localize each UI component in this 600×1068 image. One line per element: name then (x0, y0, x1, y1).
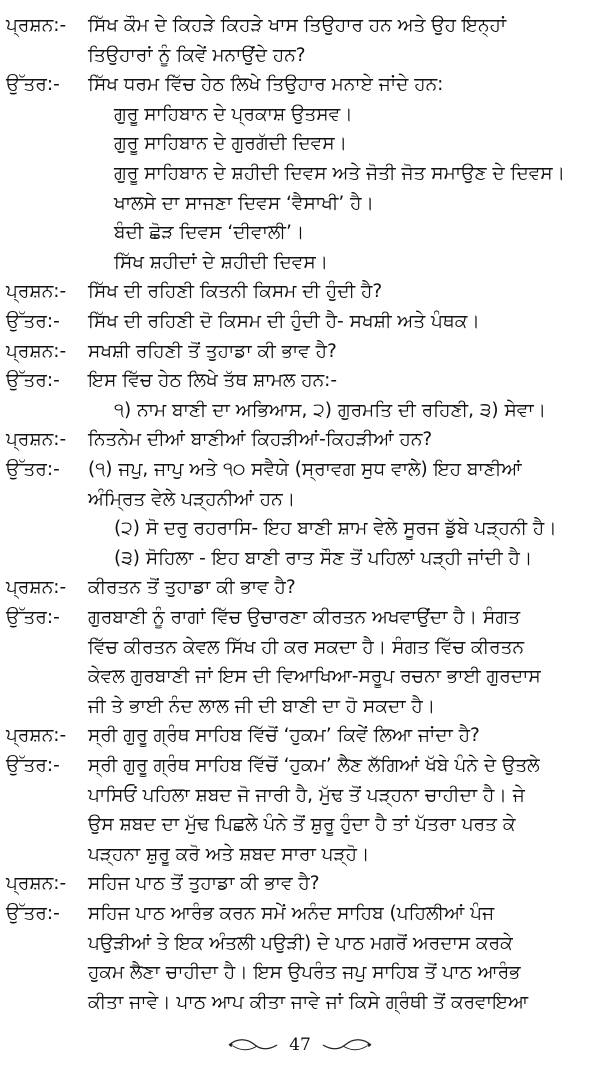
line-text: ਸਿੱਖ ਸ਼ਹੀਦਾਂ ਦੇ ਸ਼ਹੀਦੀ ਦਿਵਸ। (114, 251, 329, 273)
line-text: ਸਿੱਖ ਧਰਮ ਵਿੱਚ ਹੇਠ ਲਿਖੇ ਤਿਉਹਾਰ ਮਨਾਏ ਜਾਂਦੇ ਹਨ: (88, 74, 444, 96)
question-label: ਪ੍ਰਸ਼ਨ:- (6, 340, 67, 362)
line-text: ਬੰਦੀ ਛੋੜ ਦਿਵਸ ‘ਦੀਵਾਲੀ’। (114, 222, 305, 244)
question-label: ਪ੍ਰਸ਼ਨ:- (6, 429, 67, 451)
line-text: ਕੇਵਲ ਗੁਰਬਾਣੀ ਜਾਂ ਇਸ ਦੀ ਵਿਆਖਿਆ-ਸਰੂਪ ਰਚਨਾ ਭਾਈ ਗੁਰਦਾਸ (88, 666, 541, 688)
answer-label: ਉੱਤਰ:- (6, 311, 60, 332)
line-text: ਜੀ ਤੇ ਭਾਈ ਨੰਦ ਲਾਲ ਜੀ ਦੀ ਬਾਣੀ ਦਾ ਹੋ ਸਕਦਾ ਹੈ। (88, 695, 436, 717)
answer-label: ਉੱਤਰ:- (6, 74, 60, 96)
line-text: ਇਸ ਵਿੱਚ ਹੇਠ ਲਿਖੇ ਤੱਥ ਸ਼ਾਮਲ ਹਨ:- (88, 370, 338, 392)
question-label: ਪ੍ਰਸ਼ਨ:- (6, 281, 67, 303)
answer-label: ਉੱਤਰ:- (6, 607, 60, 628)
answer-label: ਉੱਤਰ:- (6, 459, 60, 480)
line-text: ਪਾਸਿਓਂ ਪਹਿਲਾ ਸ਼ਬਦ ਜੋ ਜਾਰੀ ਹੈ, ਮੁੱਢ ਤੋਂ ਪੜ੍ਹਨਾ ਚਾਹੀਦਾ ਹੈ। ਜੇ (88, 784, 525, 806)
line-text: ਸਹਿਜ ਪਾਠ ਤੋਂ ਤੁਹਾਡਾ ਕੀ ਭਾਵ ਹੈ? (88, 873, 320, 895)
line-text: ਸ੍ਰੀ ਗੁਰੂ ਗ੍ਰੰਥ ਸਾਹਿਬ ਵਿੱਚੋਂ ‘ਹੁਕਮ’ ਲੈਣ ਲੱਗਿਆਂ ਖੱਬੇ ਪੰਨੇ ਦੇ ਉਤਲੇ (88, 755, 540, 776)
right-ornament-icon (321, 1037, 373, 1053)
line-text: ਕੀਰਤਨ ਤੋਂ ਤੁਹਾਡਾ ਕੀ ਭਾਵ ਹੈ? (88, 577, 296, 599)
question-label: ਪ੍ਰਸ਼ਨ:- (6, 577, 67, 599)
question-label: ਪ੍ਰਸ਼ਨ:- (6, 725, 67, 747)
line-text: ਸਿੱਖ ਦੀ ਰਹਿਣੀ ਕਿਤਨੀ ਕਿਸਮ ਦੀ ਹੁੰਦੀ ਹੈ? (88, 281, 383, 303)
line-text: ਵਿੱਚ ਕੀਰਤਨ ਕੇਵਲ ਸਿੱਖ ਹੀ ਕਰ ਸਕਦਾ ਹੈ। ਸੰਗਤ ਵਿੱਚ ਕੀਰਤਨ (88, 636, 525, 658)
line-text: ਸਹਿਜ ਪਾਠ ਆਰੰਭ ਕਰਨ ਸਮੇਂ ਅਨੰਦ ਸਾਹਿਬ (ਪਹਿਲੀਆਂ ਪੰਜ (88, 903, 495, 924)
page-footer (0, 1030, 600, 1060)
line-text: ਖਾਲਸੇ ਦਾ ਸਾਜਣਾ ਦਿਵਸ ‘ਵੈਸਾਖੀ’ ਹੈ। (114, 192, 375, 214)
question-label: ਪ੍ਰਸ਼ਨ:- (6, 873, 67, 895)
line-text: ਤਿਉਹਾਰਾਂ ਨੂੰ ਕਿਵੇਂ ਮਨਾਉਂਦੇ ਹਨ? (88, 44, 306, 66)
line-text: ਨਿਤਨੇਮ ਦੀਆਂ ਬਾਣੀਆਂ ਕਿਹੜੀਆਂ-ਕਿਹੜੀਆਂ ਹਨ? (88, 429, 433, 451)
line-text: ਕੀਤਾ ਜਾਵੇ। ਪਾਠ ਆਪ ਕੀਤਾ ਜਾਵੇ ਜਾਂ ਕਿਸੇ ਗ੍ਰੰਥੀ ਤੋਂ ਕਰਵਾਇਆ (88, 991, 529, 1013)
question-label: ਪ੍ਰਸ਼ਨ:- (6, 15, 67, 36)
line-text: ਹੁਕਮ ਲੈਣਾ ਚਾਹੀਦਾ ਹੈ। ਇਸ ਉਪਰੰਤ ਜਪੁ ਸਾਹਿਬ ਤੋਂ ਪਾਠ ਆਰੰਭ (88, 962, 521, 984)
line-text: ਸਖਸ਼ੀ ਰਹਿਣੀ ਤੋਂ ਤੁਹਾਡਾ ਕੀ ਭਾਵ ਹੈ? (88, 340, 337, 362)
answer-label: ਉੱਤਰ:- (6, 755, 60, 776)
text-line (0, 986, 600, 1020)
line-text: (੧) ਜਪੁ, ਜਾਪੁ ਅਤੇ ੧੦ ਸਵੈਯੇ (ਸ੍ਰਾਵਗ ਸੁਧ ਵਾਲੇ) ਇਹ ਬਾਣੀਆਂ (88, 459, 522, 480)
line-text: ਪਉੜੀਆਂ ਤੇ ਇਕ ਅੰਤਲੀ ਪਉੜੀ) ਦੇ ਪਾਠ ਮਗਰੋਂ ਅਰਦਾਸ ਕਰਕੇ (88, 932, 513, 954)
line-text: ਗੁਰੂ ਸਾਹਿਬਾਨ ਦੇ ਸ਼ਹੀਦੀ ਦਿਵਸ ਅਤੇ ਜੋਤੀ ਜੋਤ ਸਮਾਉਣ ਦੇ ਦਿਵਸ। (114, 163, 566, 184)
line-text: ਸਿੱਖ ਕੌਮ ਦੇ ਕਿਹੜੇ ਕਿਹੜੇ ਖਾਸ ਤਿਉਹਾਰ ਹਨ ਅਤੇ ਉਹ ਇਨ੍ਹਾਂ (88, 15, 507, 36)
page-number: 47 (289, 1035, 311, 1055)
line-text: (੩) ਸੋਹਿਲਾ - ਇਹ ਬਾਣੀ ਰਾਤ ਸੌਣ ਤੋਂ ਪਹਿਲਾਂ ਪੜ੍ਹੀ ਜਾਂਦੀ ਹੈ। (114, 547, 533, 569)
left-ornament-icon (227, 1037, 279, 1053)
line-text: ਸ੍ਰੀ ਗੁਰੂ ਗ੍ਰੰਥ ਸਾਹਿਬ ਵਿੱਚੋਂ ‘ਹੁਕਮ’ ਕਿਵੇਂ ਲਿਆ ਜਾਂਦਾ ਹੈ? (88, 725, 480, 747)
line-text: ਗੁਰੂ ਸਾਹਿਬਾਨ ਦੇ ਪ੍ਰਕਾਸ਼ ਉਤਸਵ। (114, 103, 353, 125)
line-text: ਪੜ੍ਹਨਾ ਸ਼ੁਰੂ ਕਰੋ ਅਤੇ ਸ਼ਬਦ ਸਾਰਾ ਪੜ੍ਹੋ। (88, 843, 370, 865)
line-text: ਗੁਰਬਾਣੀ ਨੂੰ ਰਾਗਾਂ ਵਿੱਚ ਉਚਾਰਣਾ ਕੀਰਤਨ ਅਖਵਾਉਂਦਾ ਹੈ। ਸੰਗਤ (88, 607, 521, 628)
line-text: ਉਸ ਸ਼ਬਦ ਦਾ ਮੁੱਢ ਪਿਛਲੇ ਪੰਨੇ ਤੋਂ ਸ਼ੁਰੂ ਹੁੰਦਾ ਹੈ ਤਾਂ ਪੱਤਰਾ ਪਰਤ ਕੇ (88, 814, 516, 836)
line-text: ਸਿੱਖ ਦੀ ਰਹਿਣੀ ਦੋ ਕਿਸਮ ਦੀ ਹੁੰਦੀ ਹੈ- ਸਖਸ਼ੀ ਅਤੇ ਪੰਥਕ। (88, 311, 480, 332)
line-text: ਗੁਰੂ ਸਾਹਿਬਾਨ ਦੇ ਗੁਰਗੱਦੀ ਦਿਵਸ। (114, 133, 348, 155)
answer-label: ਉੱਤਰ:- (6, 903, 60, 924)
line-text: (੨) ਸੋ ਦਰੁ ਰਹਰਾਸਿ- ਇਹ ਬਾਣੀ ਸ਼ਾਮ ਵੇਲੇ ਸੂਰਜ ਡੁੱਬੇ ਪੜ੍ਹਨੀ ਹੈ। (114, 518, 557, 540)
line-text: ਅੰਮ੍ਰਿਤ ਵੇਲੇ ਪੜ੍ਹਨੀਆਂ ਹਨ। (88, 488, 296, 510)
answer-label: ਉੱਤਰ:- (6, 370, 60, 392)
line-text: ੧) ਨਾਮ ਬਾਣੀ ਦਾ ਅਭਿਆਸ, ੨) ਗੁਰਮਤਿ ਦੀ ਰਹਿਣੀ, ੩) ਸੇਵਾ। (114, 399, 547, 421)
